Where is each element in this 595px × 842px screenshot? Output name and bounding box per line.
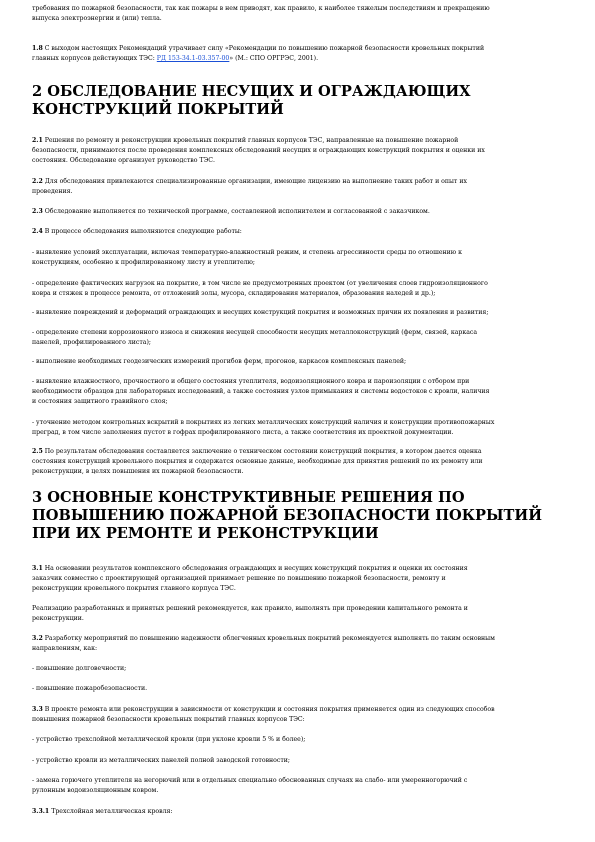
paragraph-3-1-continued [32, 604, 552, 624]
paragraph-2-1 [32, 136, 552, 166]
list-item-text: - выполнение необходимых геодезических измерений прогибов ферм, прогонов, каркасов комплексных панелей; [32, 358, 407, 365]
list-item [32, 279, 552, 299]
list-item-text: - уточнение методом контрольных вскрытий в покрытиях из легких металлических конструкций наличия и конструкции противопожарных [32, 419, 495, 426]
list-item-text: - выявление влажностного, прочностного и общего состояния утеплителя, водоизоляционного ковра и пароизоляции с отбором при [32, 378, 470, 385]
paragraph-text: Обследование выполняется по технической программе, составленной исполнителем и согласованной с заказчиком. [44, 208, 430, 215]
paragraph-3-3 [32, 705, 552, 725]
paragraph-text: В проекте ремонта или реконструкции в зависимости от конструкции и состояния покрытия применяется один из следующих способов [44, 706, 495, 713]
list-item-text: - определение фактических нагрузок на покрытие, в том числе не предусмотренных проектом (от увеличения слоев гидроизоляционного [32, 280, 488, 287]
list-item-text: рулонным водоизоляционным ковром. [32, 787, 159, 794]
paragraph-text: заказчик совместно с проектирующей организацией принимает решение по повышению пожарной безопасности, ремонту и [32, 575, 446, 582]
list-item [32, 776, 552, 796]
paragraph-number: 3.1 [32, 565, 43, 572]
intro-line-1: требования по пожарной безопасности, так как пожары в нем приводят, как правило, к наиболее тяжелым последствиям и прекращению [32, 5, 490, 12]
list-item-text: преград, в том числе заполнения пустот в гофрах профилированного листа, а также соответствия их проектной документации. [32, 429, 454, 436]
section-2-title-line-1: 2 ОБСЛЕДОВАНИЕ НЕСУЩИХ И ОГРАЖДАЮЩИХ [32, 83, 471, 100]
list-item-text: ковра и стяжек в процессе ремонта, от отложений золы, мусора, складирования материалов, образования наледей и др.); [32, 290, 436, 297]
paragraph-text: Трехслойная металлическая кровля: [51, 808, 173, 815]
paragraph-2-5 [32, 447, 552, 477]
paragraph-text: повышения пожарной безопасности кровельных покрытий главных корпусов ТЭС: [32, 716, 305, 723]
paragraph-text: Для обследования привлекаются специализированные организации, имеющие лицензию на выполнение таких работ и опыт их [44, 178, 467, 185]
paragraph-text: По результатам обследования составляется заключение о техническом состоянии конструкций покрытия, в котором дается оценка [44, 448, 482, 455]
paragraph-number: 2.2 [32, 178, 43, 185]
list-item [32, 328, 552, 348]
paragraph-text: состояния. Обследование организует руководство ТЭС. [32, 157, 216, 164]
paragraph-text: направлениям, как: [32, 645, 98, 652]
section-3-title-line-3: ПРИ ИХ РЕМОНТЕ И РЕКОНСТРУКЦИИ [32, 525, 379, 542]
paragraph-text: реконструкции, в целях повышения их пожарной безопасности. [32, 468, 244, 475]
section-3-heading [32, 489, 552, 543]
paragraph-number: 2.5 [32, 448, 43, 455]
paragraph-3-3-1 [32, 807, 552, 817]
list-item-text: - повышение пожаробезопасности. [32, 685, 148, 692]
section-2-title-line-2: КОНСТРУКЦИЙ ПОКРЫТИЙ [32, 101, 284, 118]
section-3-title-line-1: 3 ОСНОВНЫЕ КОНСТРУКТИВНЫЕ РЕШЕНИЯ ПО [32, 489, 465, 506]
paragraph-text: На основании результатов комплексного обследования ограждающих и несущих конструкций покрытия и оценки их состояния [44, 565, 468, 572]
paragraph-text: Реализацию разработанных и принятых решений рекомендуется, как правило, выполнять при проведении капитального ремонта и [32, 605, 468, 612]
section-3-title-line-2: ПОВЫШЕНИЮ ПОЖАРНОЙ БЕЗОПАСНОСТИ ПОКРЫТИЙ [32, 507, 542, 524]
paragraph-number: 3.3 [32, 706, 43, 713]
paragraph-text: состояния конструкций кровельного покрытия и содержатся основные данные, необходимые для принятия решений по их ремонту или [32, 458, 483, 465]
paragraph-text: » (М.: СПО ОРГРЭС, 2001). [229, 55, 319, 62]
list-item [32, 357, 552, 367]
list-item [32, 418, 552, 438]
paragraph-number: 2.1 [32, 137, 43, 144]
list-item-text: - повышение долговечности; [32, 665, 127, 672]
list-item-text: - определение степени коррозионного износа и снижения несущей способности несущих металлоконструкций (ферм, связей, каркаса [32, 329, 478, 336]
list-item-text: и состояния защитного гравийного слоя; [32, 398, 168, 405]
paragraph-number: 2.4 [32, 228, 43, 235]
paragraph-2-2 [32, 177, 552, 197]
list-item [32, 377, 552, 407]
paragraph-text: реконструкции. [32, 615, 84, 622]
paragraph-number: 3.3.1 [32, 808, 50, 815]
list-item-text: - выявление повреждений и деформаций ограждающих и несущих конструкций покрытия и возможных причин их появления и развития; [32, 309, 489, 316]
paragraph-2-3 [32, 207, 552, 217]
list-item-text: панелей, профилированного листа); [32, 339, 151, 346]
list-item [32, 684, 552, 694]
paragraph-number: 2.3 [32, 208, 43, 215]
paragraph-text: реконструкции кровельного покрытия главного корпуса ТЭС. [32, 585, 236, 592]
paragraph-number: 1.8 [32, 45, 43, 52]
list-item-text: - замена горючего утеплителя на негорючий или в отдельных специально обоснованных случаях на слабо- или умеренногорючий с [32, 777, 468, 784]
paragraph-text: Разработку мероприятий по повышению надежности облегченных кровельных покрытий рекомендуется выполнять по таким основным [44, 635, 495, 642]
paragraph-text: безопасности, принимаются после проведения комплексных обследований несущих и ограждающих конструкций покрытия и оценки их [32, 147, 485, 154]
paragraph-text: проведения. [32, 188, 73, 195]
list-item [32, 308, 552, 318]
list-item-text: - устройство трехслойной металлической кровли (при уклоне кровли 5 % и более); [32, 736, 306, 743]
paragraph-3-1 [32, 564, 552, 594]
paragraph-text: С выходом настоящих Рекомендаций утрачивает силу «Рекомендации по повышению пожарной безопасности кровельных покрытий [44, 45, 485, 52]
paragraph-number: 3.2 [32, 635, 43, 642]
paragraph-text: главных корпусов действующих ТЭС: [32, 55, 155, 62]
section-2-heading [32, 83, 552, 119]
paragraph-text: В процессе обследования выполняются следующие работы: [44, 228, 242, 235]
list-item-text: необходимости образцов для лабораторных исследований, а также состояния узлов примыкания и системы водостоков с кровли, наличия [32, 388, 490, 395]
intro-line-2: выпуска электроэнергии и (или) тепла. [32, 15, 162, 22]
intro-paragraph [32, 4, 547, 24]
paragraph-1-8 [32, 44, 552, 64]
list-item [32, 664, 552, 674]
list-item-text: конструкциям, особенно к профилированному листу и утеплителю; [32, 259, 256, 266]
list-item [32, 248, 552, 268]
paragraph-text: Решения по ремонту и реконструкции кровельных покрытий главных корпусов ТЭС, направленные на повышение пожарной [44, 137, 459, 144]
list-item-text: - устройство кровли из металлических панелей полной заводской готовности; [32, 757, 290, 764]
rd-document-link[interactable]: РД 153-34.1-03.357-00 [156, 55, 230, 62]
list-item [32, 756, 552, 766]
paragraph-3-2 [32, 634, 552, 654]
list-item [32, 735, 552, 745]
paragraph-2-4 [32, 227, 552, 237]
list-item-text: - выявление условий эксплуатации, включая температурно-влажностный режим, и степень агрессивности среды по отношению к [32, 249, 463, 256]
